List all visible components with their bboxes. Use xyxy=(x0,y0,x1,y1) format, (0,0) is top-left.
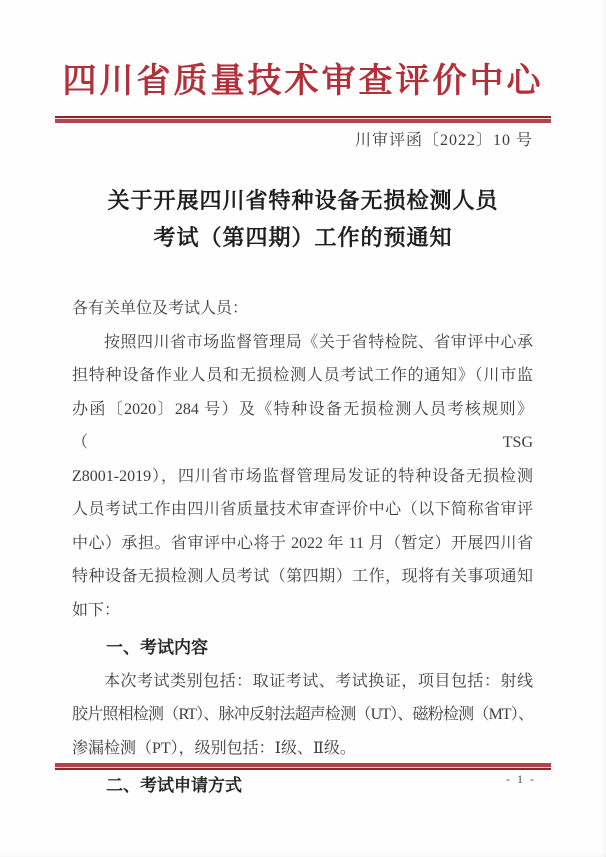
body-line: 特种设备无损检测人员考试（第四期）工作，现将有关事项通知 xyxy=(72,568,533,585)
notice-title-line2: 考试（第四期）工作的预通知 xyxy=(153,225,453,250)
body-line: 渗漏检测（PT），级别包括：Ⅰ级、Ⅱ级。 xyxy=(72,739,356,757)
body-line: 办函〔2020〕284 号）及《特种设备无损检测人员考核规则》（TSG xyxy=(72,400,533,451)
section-heading-1: 一、考试内容 xyxy=(106,638,208,657)
body-line: 人员考试工作由四川省质量技术审查评价中心（以下简称省审评 xyxy=(72,501,533,518)
notice-title-line1: 关于开展四川省特种设备无损检测人员 xyxy=(107,188,499,213)
body-line: 胶片照相检测（RT）、脉冲反射法超声检测（UT）、磁粉检测（MT）、 xyxy=(72,706,533,723)
letterhead-org-name: 四川省质量技术审查评价中心 xyxy=(62,63,544,100)
document-number: 川审评函〔2022〕10 号 xyxy=(354,132,533,149)
body-line: 如下： xyxy=(72,601,121,619)
divider-thick-stripe xyxy=(55,119,551,123)
body-line: 担特种设备作业人员和无损检测人员考试工作的通知》（川市监 xyxy=(72,367,533,384)
body-line: 本次考试类别包括：取证考试、考试换证，项目包括：射线 xyxy=(104,672,533,690)
letterhead-divider-line xyxy=(55,116,551,123)
notice-title xyxy=(0,182,606,256)
footer-divider-line xyxy=(55,763,551,770)
section-heading-2: 二、考试申请方式 xyxy=(106,776,242,795)
body-line: 中心）承担。省审评中心将于 2022 年 11 月（暂定）开展四川省 xyxy=(72,534,533,552)
salutation: 各有关单位及考试人员： xyxy=(72,300,249,317)
divider-thin-stripe xyxy=(55,768,551,770)
document-body xyxy=(72,292,533,803)
body-line: Z8001-2019），四川省市场监督管理局发证的特种设备无损检测 xyxy=(72,467,533,485)
page-number: - 1 - xyxy=(506,772,536,786)
body-line: 按照四川省市场监督管理局《关于省特检院、省审评中心承 xyxy=(104,333,533,351)
